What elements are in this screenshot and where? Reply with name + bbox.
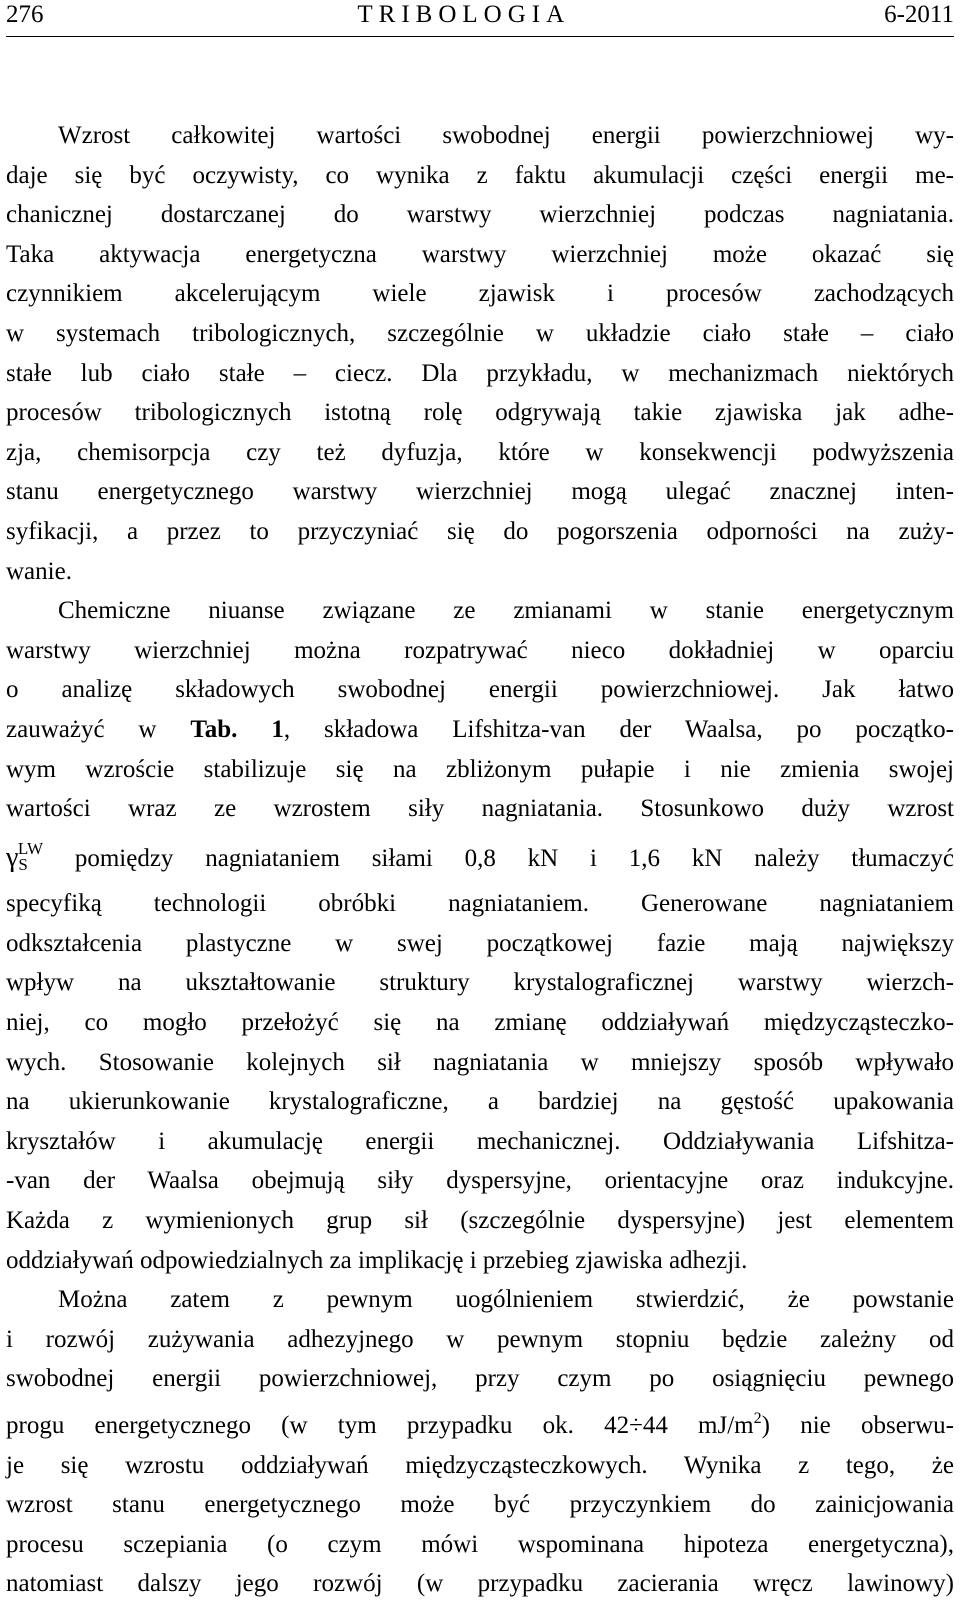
text-line: wych. Stosowanie kolejnych sił nagniatania w mniejszy sposób wpływało <box>6 1048 954 1076</box>
text-line: wanie. <box>6 557 72 585</box>
text-line: kryształów i akumulację energii mechanicznej. Oddziaływania Lifshitza- <box>6 1127 954 1155</box>
text-line: wzrost stanu energetycznego może być przyczynkiem do zainicjowania <box>6 1491 954 1519</box>
text-line: zja, chemisorpcja czy też dyfuzja, które w konsekwencji podwyższenia <box>6 438 954 466</box>
text-fragment: zauważyć w <box>6 715 191 743</box>
text-line: odkształcenia plastyczne w swej początkowej fazie mają największy <box>6 929 954 957</box>
paragraph-3 <box>6 1280 954 1604</box>
text-line: czynnikiem akcelerującym wiele zjawisk i procesów zachodzących <box>6 280 954 308</box>
text-line: wpływ na ukształtowanie struktury krystalograficznej warstwy wierzch- <box>6 969 954 997</box>
table-reference-link[interactable]: Tab. 1 <box>190 715 284 743</box>
unit-superscript: 2 <box>753 1410 762 1427</box>
running-header <box>6 0 954 30</box>
text-line: procesów tribologicznych istotną rolę odgrywają takie zjawiska jak adhe- <box>6 399 954 427</box>
paragraph-1 <box>6 116 954 591</box>
text-line: Wzrost całkowitej wartości swobodnej energii powierzchniowej wy- <box>58 122 954 149</box>
text-line-with-unit <box>6 1399 954 1446</box>
text-fragment: , składowa Lifshitza-van der Waalsa, po początko- <box>283 715 954 743</box>
text-line: Każda z wymienionych grup sił (szczególnie dyspersyjne) jest elementem <box>6 1207 954 1235</box>
text-line: i rozwój zużywania adhezyjnego w pewnym stopniu będzie zależny od <box>6 1325 954 1353</box>
paragraph-2 <box>6 591 954 1280</box>
text-line: procesu sczepiania (o czym mówi wspominana hipoteza energetyczna), <box>6 1530 954 1558</box>
text-line: o analizę składowych swobodnej energii powierzchniowej. Jak łatwo <box>6 676 954 704</box>
text-line: specyfiką technologii obróbki nagniataniem. Generowane nagniataniem <box>6 890 954 918</box>
text-line: je się wzrostu oddziaływań międzycząsteczkowych. Wynika z tego, że <box>6 1451 954 1479</box>
journal-title: TRIBOLOGIA <box>357 1 571 28</box>
text-line: warstwy wierzchniej można rozpatrywać nieco dokładniej w oparciu <box>6 636 954 664</box>
gamma-symbol: γ <box>6 841 19 873</box>
text-line-with-symbol <box>6 829 954 885</box>
symbol-subscript: S <box>18 854 28 874</box>
text-line: oddziaływań odpowiedzialnych za implikację i przebieg zjawiska adhezji. <box>6 1246 748 1274</box>
text-line: na ukierunkowanie krystalograficzne, a bardziej na gęstość upakowania <box>6 1088 954 1116</box>
text-line: Można zatem z pewnym uogólnieniem stwierdzić, że powstanie <box>58 1286 954 1314</box>
text-line: w systemach tribologicznych, szczególnie w układzie ciało stałe – ciało <box>6 319 954 347</box>
text-line: natomiast dalszy jego rozwój (w przypadku zacierania wręcz lawinowy) <box>6 1570 954 1598</box>
text-line: Chemiczne niuanse związane ze zmianami w stanie energetycznym <box>58 597 954 625</box>
text-line: wartości wraz ze wzrostem siły nagniatania. Stosunkowo duży wzrost <box>6 795 954 823</box>
text-line: daje się być oczywisty, co wynika z faktu akumulacji części energii me- <box>6 161 954 189</box>
text-line: niej, co mogło przełożyć się na zmianę oddziaływań międzycząsteczko- <box>6 1009 954 1037</box>
text-fragment: progu energetycznego (w tym przypadku ok. 42÷44 mJ/m <box>6 1412 754 1439</box>
issue-number: 6-2011 <box>884 1 954 28</box>
text-line: Taka aktywacja energetyczna warstwy wierzchniej może okazać się <box>6 240 954 268</box>
text-line: wym wzroście stabilizuje się na zbliżonym pułapie i nie zmienia swojej <box>6 755 954 783</box>
text-line: stanu energetycznego warstwy wierzchniej mogą ulegać znacznej inten- <box>6 478 954 506</box>
text-line: stałe lub ciało stałe – ciecz. Dla przykładu, w mechanizmach niektórych <box>6 359 954 387</box>
text-line: -van der Waalsa obejmują siły dyspersyjne, orientacyjne oraz indukcyjne. <box>6 1167 954 1195</box>
text-line: syfikacji, a przez to przyczyniać się do pogorszenia odporności na zuży- <box>6 517 954 545</box>
text-line: swobodnej energii powierzchniowej, przy czym po osiągnięciu pewnego <box>6 1365 954 1393</box>
text-line-with-table-ref <box>6 710 954 750</box>
header-rule <box>6 36 954 37</box>
text-fragment: pomiędzy nagniataniem siłami 0,8 kN i 1,6 kN należy tłumaczyć <box>74 844 954 872</box>
body-text <box>6 116 954 1604</box>
page-number: 276 <box>6 1 44 28</box>
text-line: chanicznej dostarczanej do warstwy wierzchniej podczas nagniatania. <box>6 201 954 229</box>
text-fragment: ) nie obserwu- <box>761 1412 954 1439</box>
symbol-superscript: LW <box>17 838 44 858</box>
